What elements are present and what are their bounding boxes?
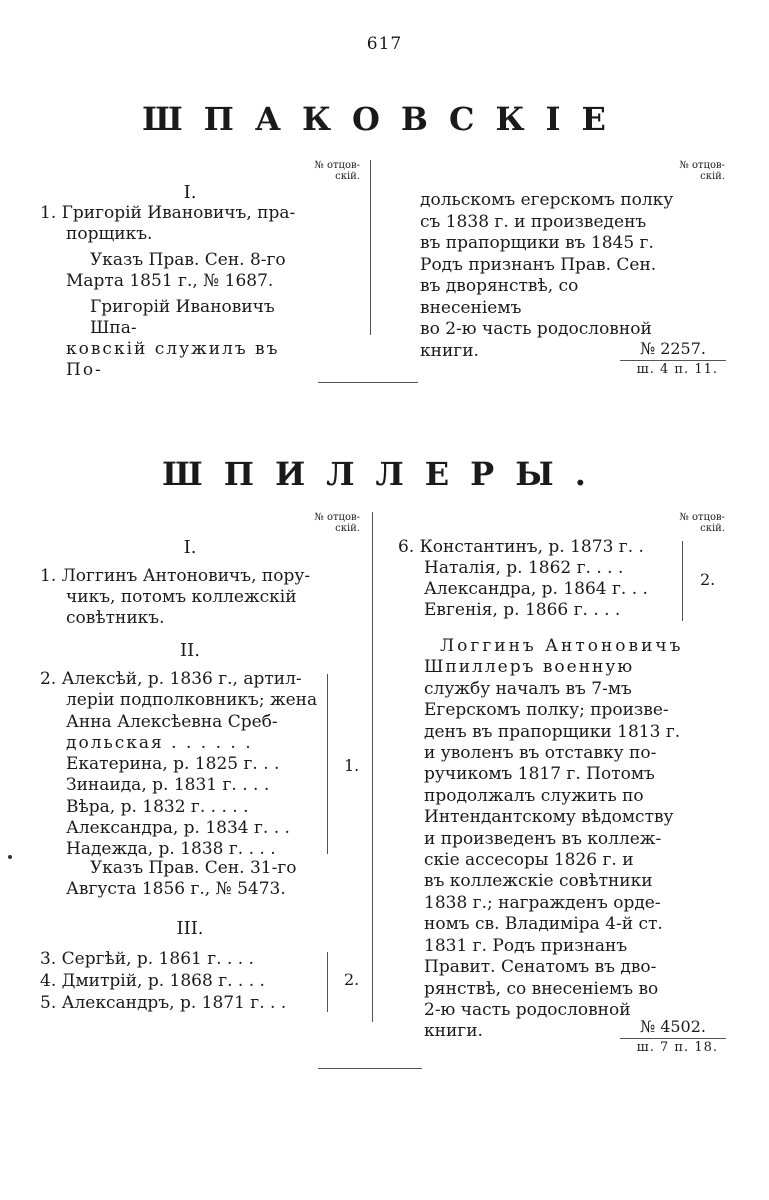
section-title-text: ШПИЛЛЕРЫ.	[162, 455, 607, 493]
bio-line: продолжалъ служить по	[424, 785, 644, 806]
document-number: № 4502.	[639, 1017, 706, 1036]
entry-line: Евгенія, р. 1866 г. . . .	[424, 600, 621, 620]
bio-line: денъ въ прапорщики 1813 г.	[424, 721, 681, 742]
bio-line: 1831 г. Родъ признанъ	[424, 935, 628, 956]
entry-line: 2. Алексѣй, р. 1836 г., артил-	[40, 669, 302, 689]
section-title-text: ШПАКОВСКІЕ	[142, 100, 627, 138]
bio-line: скіе ассесоры 1826 г. и	[424, 850, 634, 871]
bio-line: во 2-ю часть родословной	[420, 319, 652, 339]
entry-line: Александра, р. 1864 г. . .	[424, 579, 648, 599]
decree	[40, 858, 325, 900]
bio-line: Родъ признанъ Прав. Сен.	[420, 254, 657, 275]
entry-line: 6. Константинъ, р. 1873 г. .	[398, 537, 644, 557]
bio-line: ручикомъ 1817 г. Потомъ	[424, 764, 655, 785]
biography-text	[424, 636, 686, 1043]
section-title-shpillery	[0, 455, 769, 493]
bio-line: Шпиллеръ военную	[424, 657, 635, 678]
entry-line: Екатерина, р. 1825 г. . .	[66, 754, 280, 775]
column-header-line: № отцов-	[679, 160, 725, 171]
bio-line: Егерскомъ полку; произве-	[424, 700, 669, 721]
entry-line: Александра, р. 1834 г. . .	[66, 818, 290, 839]
document-reference: ш. 4 п. 11.	[636, 362, 718, 377]
person-entry	[40, 948, 325, 1014]
bio-line: дольскомъ егерскомъ полку	[420, 190, 674, 210]
bio-line: въ дворянствѣ, со внесеніемъ	[420, 276, 579, 318]
bio-line: и уволенъ въ отставку по-	[424, 743, 657, 764]
section-divider	[318, 382, 418, 383]
bio-line: Интендантскому вѣдомству	[424, 807, 674, 828]
column-header-left	[300, 512, 360, 534]
person-entry	[40, 566, 325, 629]
entry-line: Указъ Прав. Сен. 8-го	[90, 250, 286, 270]
bio-line: рянствѣ, со внесеніемъ во	[424, 978, 659, 999]
entry-line: Вѣра, р. 1832 г. . . . .	[66, 796, 249, 817]
brace	[327, 952, 328, 1012]
decree-line: Указъ Прав. Сен. 31-го	[90, 858, 297, 878]
bio-line: книги.	[420, 340, 479, 361]
bio-line: службу началъ въ 7-мъ	[424, 678, 632, 699]
column-header-line: № отцов-	[679, 512, 725, 523]
person-entry	[40, 669, 325, 861]
group-number: 2.	[344, 970, 360, 989]
entry-line: 1. Логгинъ Антоновичъ, пору-	[40, 566, 311, 586]
column-header-right	[665, 160, 725, 182]
column-header-line: № отцов-	[314, 512, 360, 523]
group-number: 1.	[344, 756, 360, 775]
entry-line: Григорій Ивановичъ Шпа-	[90, 297, 275, 338]
column-header-right	[665, 512, 725, 534]
bio-line: съ 1838 г. и произведенъ	[420, 211, 647, 232]
entry-line: 3. Сергѣй, р. 1861 г. . . .	[40, 949, 254, 969]
document-reference: ш. 7 п. 18.	[636, 1040, 718, 1055]
column-header-line: № отцов-	[314, 160, 360, 171]
entry-line: дольская . . . . . .	[66, 732, 253, 753]
entry-line: 1. Григорій Ивановичъ, пра-	[40, 203, 296, 223]
decree-line: Августа 1856 г., № 5473.	[66, 879, 286, 899]
section-divider	[318, 1068, 422, 1069]
person-entry	[40, 203, 322, 381]
generation-heading: I.	[183, 537, 197, 558]
group-number: 2.	[700, 570, 716, 589]
entry-line: Наталія, р. 1862 г. . . .	[424, 558, 624, 578]
margin-mark	[8, 855, 12, 859]
entry-line: леріи подполковникъ; жена	[66, 690, 318, 711]
column-header-line: скій.	[700, 523, 725, 534]
bio-line: номъ св. Владиміра 4-й ст.	[424, 914, 663, 935]
bio-line: Логгинъ Антоновичъ	[440, 636, 684, 656]
entry-line: Надежда, р. 1838 г. . . .	[66, 839, 276, 860]
column-divider	[372, 512, 373, 1022]
entry-line: порщикъ.	[66, 224, 153, 244]
document-number: № 2257.	[639, 339, 706, 358]
bio-line: 1838 г.; награжденъ орде-	[424, 892, 661, 913]
entry-line: Марта 1851 г., № 1687.	[66, 271, 274, 291]
entry-line: Зинаида, р. 1831 г. . . .	[66, 775, 270, 796]
rule	[620, 1038, 726, 1039]
biography-text	[420, 190, 685, 362]
column-header-left	[300, 160, 360, 182]
column-divider	[370, 160, 371, 335]
entry-line: совѣтникъ.	[66, 608, 165, 628]
bio-line: и произведенъ въ коллеж-	[424, 828, 662, 849]
entry-line: чикъ, потомъ коллежскій	[66, 587, 297, 607]
generation-heading: III.	[176, 918, 204, 939]
brace	[327, 674, 328, 854]
generation-heading: I.	[183, 182, 197, 203]
rule	[620, 360, 726, 361]
brace	[682, 541, 683, 621]
entry-line: 5. Александръ, р. 1871 г. . .	[40, 993, 287, 1013]
bio-line: Правит. Сенатомъ въ дво-	[424, 957, 657, 978]
entry-line: ковскій служилъ въ По-	[66, 339, 280, 380]
entry-line: 4. Дмитрій, р. 1868 г. . . .	[40, 971, 265, 991]
generation-heading: II.	[180, 640, 200, 661]
column-header-line: скій.	[700, 171, 725, 182]
bio-line: въ коллежскіе совѣтники	[424, 871, 653, 892]
entry-line: Анна Алексѣевна Среб-	[66, 711, 278, 732]
section-title-shpakovskie	[0, 100, 769, 138]
column-header-line: скій.	[335, 171, 360, 182]
bio-line: въ прапорщики въ 1845 г.	[420, 233, 654, 253]
bio-line: 2-ю часть родословной книги.	[424, 999, 631, 1042]
page-number: 617	[366, 34, 403, 54]
person-entry	[398, 537, 683, 621]
column-header-line: скій.	[335, 523, 360, 534]
